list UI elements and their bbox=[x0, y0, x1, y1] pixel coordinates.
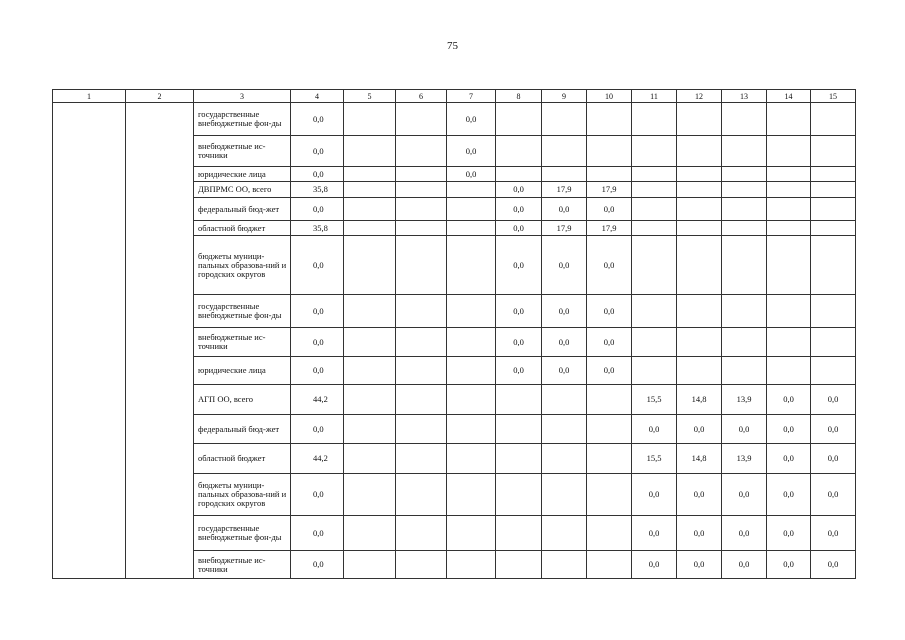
value-cell: 0,0 bbox=[496, 328, 542, 357]
value-cell: 0,0 bbox=[291, 136, 344, 167]
value-cell bbox=[811, 357, 856, 385]
value-cell bbox=[396, 444, 447, 474]
value-cell bbox=[811, 236, 856, 295]
value-cell bbox=[344, 136, 396, 167]
value-cell: 0,0 bbox=[496, 221, 542, 236]
value-cell bbox=[447, 221, 496, 236]
value-cell bbox=[396, 236, 447, 295]
value-cell bbox=[344, 182, 396, 198]
value-cell: 0,0 bbox=[447, 103, 496, 136]
value-cell: 14,8 bbox=[677, 385, 722, 415]
value-cell: 0,0 bbox=[542, 198, 587, 221]
table-row bbox=[53, 103, 856, 136]
value-cell bbox=[496, 474, 542, 516]
value-cell bbox=[396, 198, 447, 221]
column-1-cell bbox=[53, 103, 126, 579]
row-label: федеральный бюд-жет bbox=[194, 198, 291, 221]
value-cell bbox=[447, 415, 496, 444]
value-cell bbox=[677, 182, 722, 198]
value-cell bbox=[677, 167, 722, 182]
value-cell: 0,0 bbox=[722, 551, 767, 579]
value-cell: 0,0 bbox=[811, 474, 856, 516]
value-cell bbox=[344, 198, 396, 221]
header-cell: 7 bbox=[447, 90, 496, 103]
value-cell bbox=[677, 295, 722, 328]
value-cell bbox=[396, 136, 447, 167]
value-cell: 0,0 bbox=[767, 444, 811, 474]
header-cell: 12 bbox=[677, 90, 722, 103]
row-label: областной бюджет bbox=[194, 444, 291, 474]
value-cell bbox=[587, 136, 632, 167]
value-cell: 0,0 bbox=[496, 357, 542, 385]
row-label: государственные внебюджетные фон-ды bbox=[194, 103, 291, 136]
page-number: 75 bbox=[447, 40, 458, 52]
header-cell: 4 bbox=[291, 90, 344, 103]
value-cell bbox=[677, 221, 722, 236]
value-cell bbox=[632, 136, 677, 167]
value-cell: 0,0 bbox=[722, 474, 767, 516]
value-cell bbox=[722, 221, 767, 236]
value-cell bbox=[447, 444, 496, 474]
value-cell bbox=[447, 236, 496, 295]
value-cell bbox=[587, 103, 632, 136]
value-cell bbox=[587, 167, 632, 182]
value-cell bbox=[722, 295, 767, 328]
value-cell bbox=[447, 182, 496, 198]
value-cell bbox=[396, 221, 447, 236]
header-cell: 1 bbox=[53, 90, 126, 103]
value-cell bbox=[811, 167, 856, 182]
value-cell bbox=[587, 551, 632, 579]
value-cell: 0,0 bbox=[291, 551, 344, 579]
value-cell: 0,0 bbox=[767, 385, 811, 415]
value-cell: 0,0 bbox=[811, 444, 856, 474]
value-cell bbox=[722, 103, 767, 136]
value-cell: 0,0 bbox=[587, 236, 632, 295]
value-cell bbox=[396, 474, 447, 516]
value-cell: 0,0 bbox=[767, 516, 811, 551]
value-cell bbox=[396, 385, 447, 415]
header-cell: 5 bbox=[344, 90, 396, 103]
value-cell bbox=[542, 415, 587, 444]
row-label: юридические лица bbox=[194, 167, 291, 182]
value-cell bbox=[496, 415, 542, 444]
value-cell: 0,0 bbox=[767, 415, 811, 444]
value-cell bbox=[587, 385, 632, 415]
header-cell: 8 bbox=[496, 90, 542, 103]
value-cell: 35,8 bbox=[291, 221, 344, 236]
row-label: государственные внебюджетные фон-ды bbox=[194, 516, 291, 551]
header-row bbox=[53, 90, 856, 103]
value-cell bbox=[396, 103, 447, 136]
value-cell bbox=[722, 182, 767, 198]
value-cell bbox=[344, 103, 396, 136]
row-label: областной бюджет bbox=[194, 221, 291, 236]
value-cell bbox=[344, 551, 396, 579]
value-cell bbox=[447, 551, 496, 579]
value-cell bbox=[632, 182, 677, 198]
value-cell: 0,0 bbox=[542, 357, 587, 385]
value-cell bbox=[632, 295, 677, 328]
value-cell: 0,0 bbox=[722, 415, 767, 444]
value-cell bbox=[811, 136, 856, 167]
header-cell: 13 bbox=[722, 90, 767, 103]
value-cell bbox=[722, 357, 767, 385]
value-cell bbox=[587, 415, 632, 444]
value-cell: 0,0 bbox=[767, 474, 811, 516]
value-cell: 15,5 bbox=[632, 444, 677, 474]
value-cell: 0,0 bbox=[291, 415, 344, 444]
value-cell bbox=[496, 103, 542, 136]
value-cell: 13,9 bbox=[722, 385, 767, 415]
value-cell bbox=[677, 236, 722, 295]
value-cell: 0,0 bbox=[677, 415, 722, 444]
value-cell: 0,0 bbox=[291, 167, 344, 182]
value-cell bbox=[632, 328, 677, 357]
header-cell: 15 bbox=[811, 90, 856, 103]
header-cell: 9 bbox=[542, 90, 587, 103]
value-cell bbox=[344, 415, 396, 444]
value-cell bbox=[677, 328, 722, 357]
value-cell bbox=[542, 167, 587, 182]
value-cell bbox=[542, 474, 587, 516]
value-cell bbox=[811, 221, 856, 236]
value-cell bbox=[767, 103, 811, 136]
value-cell: 0,0 bbox=[811, 551, 856, 579]
row-label: государственные внебюджетные фон-ды bbox=[194, 295, 291, 328]
header-cell: 14 bbox=[767, 90, 811, 103]
value-cell bbox=[811, 328, 856, 357]
value-cell bbox=[396, 415, 447, 444]
value-cell: 0,0 bbox=[811, 415, 856, 444]
value-cell bbox=[677, 103, 722, 136]
value-cell: 0,0 bbox=[291, 357, 344, 385]
value-cell bbox=[447, 295, 496, 328]
value-cell bbox=[496, 385, 542, 415]
value-cell bbox=[677, 198, 722, 221]
value-cell bbox=[344, 236, 396, 295]
value-cell: 13,9 bbox=[722, 444, 767, 474]
value-cell bbox=[542, 444, 587, 474]
value-cell: 17,9 bbox=[542, 221, 587, 236]
value-cell bbox=[396, 357, 447, 385]
row-label: АГП ОО, всего bbox=[194, 385, 291, 415]
value-cell bbox=[496, 516, 542, 551]
value-cell: 0,0 bbox=[496, 236, 542, 295]
value-cell bbox=[632, 357, 677, 385]
value-cell: 0,0 bbox=[811, 516, 856, 551]
value-cell bbox=[811, 103, 856, 136]
value-cell: 0,0 bbox=[811, 385, 856, 415]
value-cell: 0,0 bbox=[291, 295, 344, 328]
value-cell bbox=[767, 167, 811, 182]
budget-table bbox=[52, 89, 856, 579]
value-cell: 17,9 bbox=[587, 221, 632, 236]
value-cell: 44,2 bbox=[291, 385, 344, 415]
value-cell bbox=[344, 328, 396, 357]
value-cell: 0,0 bbox=[542, 236, 587, 295]
value-cell bbox=[447, 474, 496, 516]
value-cell bbox=[677, 357, 722, 385]
value-cell bbox=[496, 167, 542, 182]
value-cell: 0,0 bbox=[587, 328, 632, 357]
value-cell: 44,2 bbox=[291, 444, 344, 474]
value-cell bbox=[344, 516, 396, 551]
header-cell: 10 bbox=[587, 90, 632, 103]
value-cell bbox=[677, 136, 722, 167]
value-cell bbox=[344, 385, 396, 415]
value-cell: 0,0 bbox=[291, 103, 344, 136]
value-cell: 0,0 bbox=[722, 516, 767, 551]
value-cell bbox=[542, 551, 587, 579]
value-cell bbox=[496, 136, 542, 167]
value-cell bbox=[722, 136, 767, 167]
value-cell bbox=[447, 516, 496, 551]
value-cell: 0,0 bbox=[677, 516, 722, 551]
value-cell: 0,0 bbox=[291, 198, 344, 221]
value-cell bbox=[767, 182, 811, 198]
value-cell: 0,0 bbox=[767, 551, 811, 579]
value-cell bbox=[344, 444, 396, 474]
value-cell bbox=[587, 444, 632, 474]
value-cell bbox=[632, 167, 677, 182]
value-cell bbox=[496, 551, 542, 579]
value-cell bbox=[542, 136, 587, 167]
value-cell bbox=[587, 516, 632, 551]
value-cell: 17,9 bbox=[587, 182, 632, 198]
value-cell bbox=[722, 236, 767, 295]
value-cell bbox=[542, 103, 587, 136]
value-cell: 15,5 bbox=[632, 385, 677, 415]
value-cell: 0,0 bbox=[447, 136, 496, 167]
value-cell: 0,0 bbox=[632, 516, 677, 551]
value-cell bbox=[587, 474, 632, 516]
header-cell: 11 bbox=[632, 90, 677, 103]
value-cell bbox=[811, 198, 856, 221]
value-cell: 0,0 bbox=[291, 516, 344, 551]
value-cell: 35,8 bbox=[291, 182, 344, 198]
value-cell: 0,0 bbox=[677, 551, 722, 579]
row-label: внебюджетные ис-точники bbox=[194, 136, 291, 167]
value-cell: 14,8 bbox=[677, 444, 722, 474]
row-label: федеральный бюд-жет bbox=[194, 415, 291, 444]
value-cell: 0,0 bbox=[542, 295, 587, 328]
value-cell: 0,0 bbox=[496, 198, 542, 221]
row-label: бюджеты муници-пальных образова-ний и городских округов bbox=[194, 236, 291, 295]
value-cell bbox=[632, 103, 677, 136]
value-cell bbox=[396, 328, 447, 357]
value-cell bbox=[447, 385, 496, 415]
value-cell: 0,0 bbox=[587, 295, 632, 328]
value-cell: 17,9 bbox=[542, 182, 587, 198]
value-cell bbox=[632, 198, 677, 221]
value-cell bbox=[396, 182, 447, 198]
value-cell bbox=[396, 551, 447, 579]
row-label: внебюджетные ис-точники bbox=[194, 328, 291, 357]
value-cell bbox=[344, 295, 396, 328]
value-cell: 0,0 bbox=[632, 551, 677, 579]
value-cell bbox=[722, 328, 767, 357]
value-cell bbox=[396, 167, 447, 182]
value-cell bbox=[344, 474, 396, 516]
value-cell bbox=[811, 295, 856, 328]
value-cell bbox=[542, 516, 587, 551]
row-label: ДВПРМС ОО, всего bbox=[194, 182, 291, 198]
value-cell: 0,0 bbox=[496, 295, 542, 328]
value-cell: 0,0 bbox=[291, 236, 344, 295]
value-cell bbox=[396, 516, 447, 551]
value-cell bbox=[767, 136, 811, 167]
row-label: юридические лица bbox=[194, 357, 291, 385]
value-cell bbox=[767, 295, 811, 328]
value-cell: 0,0 bbox=[542, 328, 587, 357]
value-cell bbox=[767, 198, 811, 221]
column-2-cell bbox=[126, 103, 194, 579]
value-cell: 0,0 bbox=[291, 328, 344, 357]
value-cell: 0,0 bbox=[291, 474, 344, 516]
value-cell: 0,0 bbox=[632, 474, 677, 516]
row-label: бюджеты муници-пальных образова-ний и городских округов bbox=[194, 474, 291, 516]
value-cell bbox=[632, 221, 677, 236]
value-cell bbox=[396, 295, 447, 328]
value-cell bbox=[722, 167, 767, 182]
value-cell bbox=[767, 221, 811, 236]
value-cell bbox=[447, 357, 496, 385]
value-cell: 0,0 bbox=[587, 198, 632, 221]
value-cell bbox=[447, 328, 496, 357]
value-cell bbox=[447, 198, 496, 221]
value-cell: 0,0 bbox=[496, 182, 542, 198]
value-cell bbox=[767, 236, 811, 295]
value-cell bbox=[344, 167, 396, 182]
row-label: внебюджетные ис-точники bbox=[194, 551, 291, 579]
value-cell bbox=[542, 385, 587, 415]
header-cell: 6 bbox=[396, 90, 447, 103]
header-cell: 3 bbox=[194, 90, 291, 103]
value-cell: 0,0 bbox=[587, 357, 632, 385]
value-cell bbox=[811, 182, 856, 198]
value-cell bbox=[496, 444, 542, 474]
value-cell: 0,0 bbox=[447, 167, 496, 182]
value-cell bbox=[632, 236, 677, 295]
value-cell bbox=[722, 198, 767, 221]
value-cell bbox=[767, 328, 811, 357]
value-cell: 0,0 bbox=[632, 415, 677, 444]
value-cell bbox=[767, 357, 811, 385]
header-cell: 2 bbox=[126, 90, 194, 103]
value-cell bbox=[344, 357, 396, 385]
value-cell: 0,0 bbox=[677, 474, 722, 516]
value-cell bbox=[344, 221, 396, 236]
